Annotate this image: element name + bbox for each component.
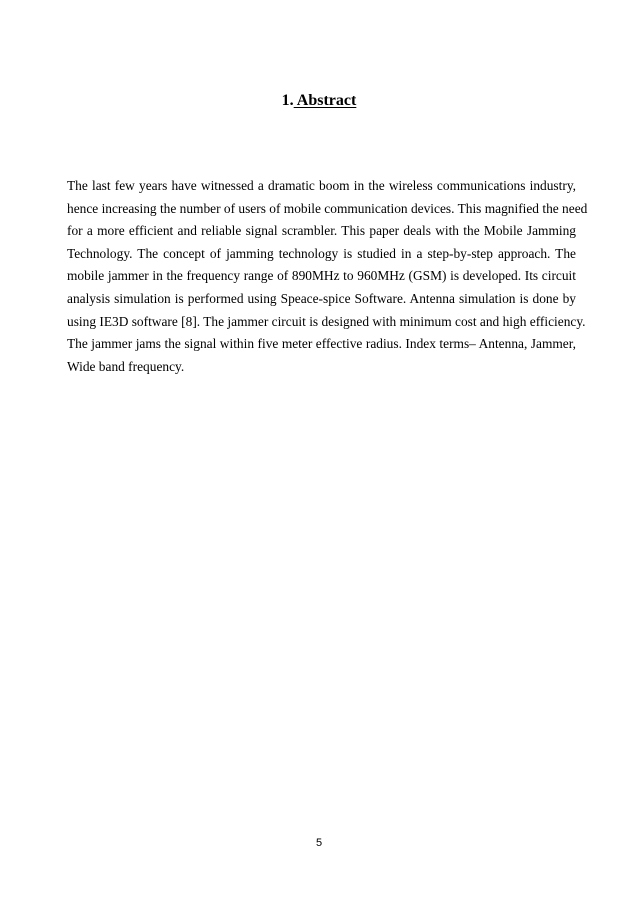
section-heading: [0, 91, 638, 111]
abstract-line: analysis simulation is performed using Speace-spice Software. Antenna simulation is done by: [67, 290, 576, 306]
abstract-line: for a more efficient and reliable signal scrambler. This paper deals with the Mobile Jamming: [67, 223, 576, 239]
abstract-line: mobile jammer in the frequency range of 890MHz to 960MHz (GSM) is developed. Its circuit: [67, 268, 576, 284]
abstract-line: The last few years have witnessed a dramatic boom in the wireless communications industry,: [67, 178, 576, 193]
abstract-line: The jammer jams the signal within five meter effective radius. Index terms– Antenna, Jammer,: [67, 336, 576, 352]
abstract-line: Technology. The concept of jamming technology is studied in a step-by-step approach. The: [67, 245, 576, 261]
section-title: Abstract: [293, 92, 357, 109]
abstract-paragraph: [67, 175, 588, 378]
abstract-line: using IE3D software [8]. The jammer circuit is designed with minimum cost and high efficiency.: [67, 313, 586, 329]
section-number: 1.: [281, 92, 294, 109]
page-number: 5: [315, 837, 323, 849]
abstract-line: hence increasing the number of users of mobile communication devices. This magnified the need: [67, 200, 588, 216]
abstract-line: Wide band frequency.: [67, 358, 185, 374]
